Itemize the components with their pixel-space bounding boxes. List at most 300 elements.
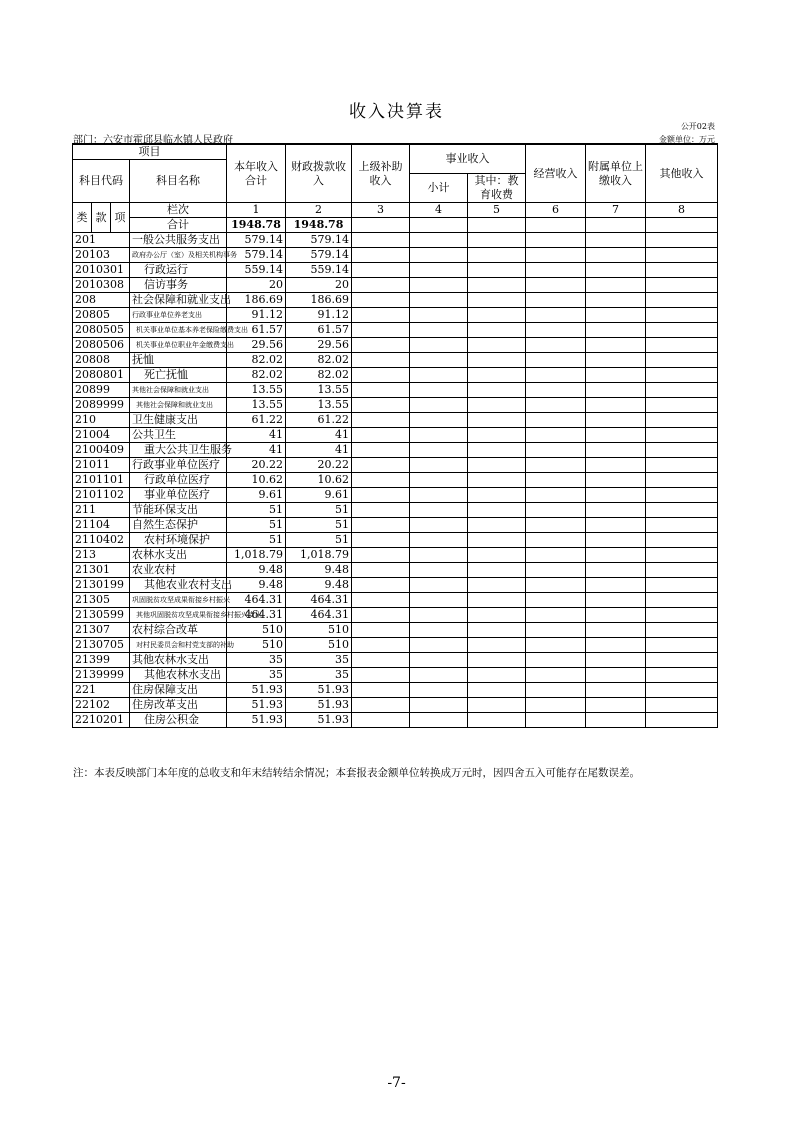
- empty-cell: [586, 308, 646, 323]
- empty-cell: [526, 248, 586, 263]
- empty-cell: [526, 698, 586, 713]
- amount-c1: 51.93: [227, 713, 286, 728]
- empty-cell: [468, 383, 526, 398]
- empty-cell: [586, 653, 646, 668]
- amount-c1: 464.31: [227, 608, 286, 623]
- subject-code: 20103: [73, 248, 130, 263]
- empty-cell: [526, 308, 586, 323]
- empty-cell: [352, 638, 410, 653]
- empty-cell: [352, 698, 410, 713]
- subject-code: 2130599: [73, 608, 130, 623]
- empty-cell: [526, 608, 586, 623]
- col-num: 4: [410, 203, 468, 218]
- empty-cell: [352, 368, 410, 383]
- empty-cell: [352, 653, 410, 668]
- amount-c1: 9.48: [227, 578, 286, 593]
- empty-cell: [410, 293, 468, 308]
- amount-c1: 20.22: [227, 458, 286, 473]
- empty-cell: [526, 398, 586, 413]
- empty-cell: [410, 443, 468, 458]
- empty-cell: [646, 383, 718, 398]
- empty-cell: [352, 383, 410, 398]
- empty-cell: [468, 623, 526, 638]
- page-title: 收入决算表: [349, 102, 444, 122]
- amount-c1: 1,018.79: [227, 548, 286, 563]
- empty-cell: [352, 278, 410, 293]
- amount-c2: 61.22: [286, 413, 352, 428]
- table-row: [73, 698, 718, 713]
- subject-name: 住房公积金: [130, 713, 227, 728]
- empty-cell: [410, 233, 468, 248]
- amount-c2: 559.14: [286, 263, 352, 278]
- empty-cell: [468, 323, 526, 338]
- empty-cell: [586, 398, 646, 413]
- subject-name: 节能环保支出: [130, 503, 227, 518]
- amount-c2: 82.02: [286, 368, 352, 383]
- empty-cell: [468, 278, 526, 293]
- empty-cell: [586, 533, 646, 548]
- empty-cell: [352, 503, 410, 518]
- amount-c2: 579.14: [286, 248, 352, 263]
- empty-cell: [646, 308, 718, 323]
- empty-cell: [586, 713, 646, 728]
- empty-cell: [586, 458, 646, 473]
- amount-c2: 51: [286, 533, 352, 548]
- empty-cell: [410, 473, 468, 488]
- empty-cell: [468, 443, 526, 458]
- subject-code: 2080506: [73, 338, 130, 353]
- empty-cell: [410, 353, 468, 368]
- header-lanci: 栏次: [130, 203, 227, 218]
- amount-c2: 186.69: [286, 293, 352, 308]
- subject-name: 其他巩固脱贫攻坚成果衔接乡村振兴支出: [130, 608, 227, 623]
- subject-code: 20805: [73, 308, 130, 323]
- empty-cell: [526, 668, 586, 683]
- empty-cell: [468, 593, 526, 608]
- subject-name: 行政单位医疗: [130, 473, 227, 488]
- header-kuan: 款: [92, 203, 111, 233]
- empty-cell: [410, 548, 468, 563]
- empty-cell: [646, 263, 718, 278]
- empty-cell: [646, 413, 718, 428]
- empty-cell: [468, 668, 526, 683]
- amount-c1: 13.55: [227, 383, 286, 398]
- empty-cell: [352, 713, 410, 728]
- amount-c1: 51.93: [227, 683, 286, 698]
- empty-cell: [646, 653, 718, 668]
- amount-c1: 510: [227, 623, 286, 638]
- empty-cell: [468, 458, 526, 473]
- header-col7: 其他收入: [646, 144, 718, 203]
- empty-cell: [352, 668, 410, 683]
- empty-cell: [646, 218, 718, 233]
- empty-cell: [646, 458, 718, 473]
- amount-c1: 559.14: [227, 263, 286, 278]
- empty-cell: [410, 383, 468, 398]
- empty-cell: [586, 218, 646, 233]
- amount-c2: 579.14: [286, 233, 352, 248]
- empty-cell: [526, 218, 586, 233]
- subject-code: 21011: [73, 458, 130, 473]
- amount-c1: 579.14: [227, 248, 286, 263]
- empty-cell: [410, 428, 468, 443]
- subject-name: 农林水支出: [130, 548, 227, 563]
- empty-cell: [526, 593, 586, 608]
- empty-cell: [646, 353, 718, 368]
- table-row: [73, 683, 718, 698]
- table-row: [73, 248, 718, 263]
- header-col1: 本年收入合计: [227, 144, 286, 203]
- empty-cell: [586, 488, 646, 503]
- table-row: [73, 713, 718, 728]
- subject-code: 221: [73, 683, 130, 698]
- empty-cell: [352, 233, 410, 248]
- empty-cell: [646, 233, 718, 248]
- empty-cell: [646, 548, 718, 563]
- empty-cell: [410, 398, 468, 413]
- empty-cell: [526, 533, 586, 548]
- subject-code: 201: [73, 233, 130, 248]
- total-label: 合计: [130, 218, 227, 233]
- col-num: 3: [352, 203, 410, 218]
- empty-cell: [352, 323, 410, 338]
- empty-cell: [526, 413, 586, 428]
- amount-c1: 41: [227, 443, 286, 458]
- empty-cell: [410, 413, 468, 428]
- empty-cell: [526, 713, 586, 728]
- empty-cell: [468, 233, 526, 248]
- table-row: [73, 293, 718, 308]
- subject-name: 巩固脱贫攻坚成果衔接乡村振兴: [130, 593, 227, 608]
- empty-cell: [352, 443, 410, 458]
- empty-cell: [468, 638, 526, 653]
- subject-code: 21399: [73, 653, 130, 668]
- amount-c1: 51: [227, 503, 286, 518]
- empty-cell: [586, 563, 646, 578]
- empty-cell: [586, 338, 646, 353]
- subject-name: 死亡抚恤: [130, 368, 227, 383]
- empty-cell: [646, 713, 718, 728]
- amount-c1: 51.93: [227, 698, 286, 713]
- empty-cell: [586, 413, 646, 428]
- empty-cell: [586, 263, 646, 278]
- amount-c2: 41: [286, 443, 352, 458]
- amount-c2: 91.12: [286, 308, 352, 323]
- table-row: [73, 308, 718, 323]
- amount-c1: 51: [227, 533, 286, 548]
- subject-name: 其他社会保障和就业支出: [130, 383, 227, 398]
- empty-cell: [526, 353, 586, 368]
- subject-name: 一般公共服务支出: [130, 233, 227, 248]
- empty-cell: [526, 293, 586, 308]
- subject-name: 农业农村: [130, 563, 227, 578]
- subject-code: 2089999: [73, 398, 130, 413]
- empty-cell: [586, 248, 646, 263]
- empty-cell: [468, 533, 526, 548]
- table-row: [73, 443, 718, 458]
- amount-c2: 35: [286, 668, 352, 683]
- empty-cell: [352, 353, 410, 368]
- amount-c2: 35: [286, 653, 352, 668]
- empty-cell: [468, 413, 526, 428]
- empty-cell: [468, 248, 526, 263]
- amount-c2: 9.48: [286, 563, 352, 578]
- subject-code: 20808: [73, 353, 130, 368]
- table-row: [73, 503, 718, 518]
- subject-code: 213: [73, 548, 130, 563]
- empty-cell: [468, 578, 526, 593]
- subject-name: 抚恤: [130, 353, 227, 368]
- empty-cell: [410, 653, 468, 668]
- empty-cell: [410, 218, 468, 233]
- table-row: [73, 428, 718, 443]
- empty-cell: [410, 593, 468, 608]
- subject-name: 社会保障和就业支出: [130, 293, 227, 308]
- amount-c2: 51.93: [286, 698, 352, 713]
- empty-cell: [586, 548, 646, 563]
- subject-name: 公共卫生: [130, 428, 227, 443]
- empty-cell: [410, 638, 468, 653]
- empty-cell: [646, 608, 718, 623]
- header-col4: 事业收入: [410, 144, 526, 174]
- amount-c2: 41: [286, 428, 352, 443]
- table-row: [73, 533, 718, 548]
- col-num: 8: [646, 203, 718, 218]
- subject-name: 重大公共卫生服务: [130, 443, 227, 458]
- amount-c2: 29.56: [286, 338, 352, 353]
- table-row: [73, 413, 718, 428]
- empty-cell: [586, 518, 646, 533]
- empty-cell: [646, 368, 718, 383]
- empty-cell: [352, 623, 410, 638]
- empty-cell: [410, 458, 468, 473]
- empty-cell: [468, 518, 526, 533]
- empty-cell: [586, 233, 646, 248]
- empty-cell: [646, 563, 718, 578]
- subject-name: 行政事业单位养老支出: [130, 308, 227, 323]
- empty-cell: [352, 248, 410, 263]
- amount-c1: 13.55: [227, 398, 286, 413]
- empty-cell: [352, 263, 410, 278]
- empty-cell: [586, 473, 646, 488]
- empty-cell: [410, 263, 468, 278]
- subject-code: 2100409: [73, 443, 130, 458]
- empty-cell: [526, 653, 586, 668]
- empty-cell: [526, 368, 586, 383]
- subject-code: 2010308: [73, 278, 130, 293]
- empty-cell: [352, 608, 410, 623]
- amount-c1: 35: [227, 668, 286, 683]
- empty-cell: [646, 278, 718, 293]
- empty-cell: [468, 218, 526, 233]
- empty-cell: [410, 608, 468, 623]
- page-number: -7-: [387, 1075, 406, 1091]
- empty-cell: [352, 218, 410, 233]
- subject-code: 2210201: [73, 713, 130, 728]
- subject-code: 2110402: [73, 533, 130, 548]
- subject-name: 机关事业单位基本养老保险缴费支出: [130, 323, 227, 338]
- empty-cell: [646, 668, 718, 683]
- empty-cell: [586, 443, 646, 458]
- table-row: [73, 518, 718, 533]
- empty-cell: [586, 608, 646, 623]
- empty-cell: [468, 503, 526, 518]
- empty-cell: [526, 443, 586, 458]
- header-item: 项目: [73, 144, 227, 160]
- empty-cell: [352, 398, 410, 413]
- empty-cell: [352, 548, 410, 563]
- empty-cell: [526, 683, 586, 698]
- empty-cell: [526, 503, 586, 518]
- table-row: [73, 488, 718, 503]
- empty-cell: [646, 248, 718, 263]
- table-row: [73, 563, 718, 578]
- empty-cell: [646, 488, 718, 503]
- subject-name: 其他社会保障和就业支出: [130, 398, 227, 413]
- empty-cell: [646, 323, 718, 338]
- amount-c1: 61.57: [227, 323, 286, 338]
- empty-cell: [646, 503, 718, 518]
- subject-name: 住房改革支出: [130, 698, 227, 713]
- empty-cell: [468, 308, 526, 323]
- amount-c2: 51: [286, 518, 352, 533]
- table-row: [73, 398, 718, 413]
- subject-name: 其他农林水支出: [130, 653, 227, 668]
- table-row: [73, 638, 718, 653]
- empty-cell: [468, 713, 526, 728]
- empty-cell: [526, 488, 586, 503]
- subject-code: 2010301: [73, 263, 130, 278]
- amount-c2: 1,018.79: [286, 548, 352, 563]
- amount-c1: 510: [227, 638, 286, 653]
- subject-code: 210: [73, 413, 130, 428]
- amount-c1: 579.14: [227, 233, 286, 248]
- table-row: [73, 368, 718, 383]
- amount-c2: 20: [286, 278, 352, 293]
- amount-c1: 82.02: [227, 368, 286, 383]
- empty-cell: [526, 428, 586, 443]
- empty-cell: [410, 683, 468, 698]
- subject-name: 政府办公厅（室）及相关机构事务: [130, 248, 227, 263]
- empty-cell: [410, 308, 468, 323]
- empty-cell: [526, 548, 586, 563]
- empty-cell: [586, 353, 646, 368]
- amount-c1: 82.02: [227, 353, 286, 368]
- amount-c2: 51: [286, 503, 352, 518]
- subject-name: 机关事业单位职业年金缴费支出: [130, 338, 227, 353]
- empty-cell: [646, 473, 718, 488]
- amount-c1: 61.22: [227, 413, 286, 428]
- subject-code: 2130705: [73, 638, 130, 653]
- empty-cell: [410, 533, 468, 548]
- empty-cell: [526, 623, 586, 638]
- amount-c2: 10.62: [286, 473, 352, 488]
- empty-cell: [526, 458, 586, 473]
- empty-cell: [410, 323, 468, 338]
- empty-cell: [468, 473, 526, 488]
- empty-cell: [410, 338, 468, 353]
- empty-cell: [468, 653, 526, 668]
- empty-cell: [468, 428, 526, 443]
- unit-label: 金额单位：万元: [659, 135, 715, 144]
- header-col2: 财政拨款收入: [286, 144, 352, 203]
- empty-cell: [352, 578, 410, 593]
- table-row: [73, 473, 718, 488]
- amount-c1: 186.69: [227, 293, 286, 308]
- subject-code: 2080505: [73, 323, 130, 338]
- subject-code: 211: [73, 503, 130, 518]
- table-row: [73, 578, 718, 593]
- empty-cell: [410, 518, 468, 533]
- col-num: 5: [468, 203, 526, 218]
- empty-cell: [410, 503, 468, 518]
- subject-code: 2101101: [73, 473, 130, 488]
- header-code: 科目代码: [73, 160, 130, 203]
- amount-c2: 510: [286, 638, 352, 653]
- table-row: [73, 608, 718, 623]
- table-row: [73, 233, 718, 248]
- empty-cell: [352, 488, 410, 503]
- table-row: [73, 668, 718, 683]
- amount-c1: 35: [227, 653, 286, 668]
- amount-c1: 20: [227, 278, 286, 293]
- empty-cell: [526, 338, 586, 353]
- header-col4-education: 其中：教育收费: [468, 174, 526, 203]
- table-row: [73, 653, 718, 668]
- empty-cell: [526, 323, 586, 338]
- subject-name: 农村环境保护: [130, 533, 227, 548]
- empty-cell: [586, 383, 646, 398]
- table-row: [73, 383, 718, 398]
- amount-c1: 9.61: [227, 488, 286, 503]
- empty-cell: [468, 683, 526, 698]
- empty-cell: [586, 323, 646, 338]
- empty-cell: [468, 293, 526, 308]
- empty-cell: [526, 518, 586, 533]
- empty-cell: [352, 308, 410, 323]
- total-c2: 1948.78: [286, 218, 352, 233]
- amount-c2: 13.55: [286, 398, 352, 413]
- empty-cell: [526, 578, 586, 593]
- empty-cell: [646, 623, 718, 638]
- subject-code: 20899: [73, 383, 130, 398]
- empty-cell: [586, 293, 646, 308]
- amount-c2: 9.48: [286, 578, 352, 593]
- empty-cell: [352, 563, 410, 578]
- empty-cell: [352, 533, 410, 548]
- subject-name: 自然生态保护: [130, 518, 227, 533]
- empty-cell: [410, 713, 468, 728]
- subject-name: 住房保障支出: [130, 683, 227, 698]
- empty-cell: [526, 383, 586, 398]
- empty-cell: [526, 563, 586, 578]
- empty-cell: [646, 443, 718, 458]
- table-row: [73, 548, 718, 563]
- subject-code: 2130199: [73, 578, 130, 593]
- empty-cell: [526, 263, 586, 278]
- empty-cell: [410, 698, 468, 713]
- empty-cell: [352, 683, 410, 698]
- empty-cell: [586, 368, 646, 383]
- empty-cell: [468, 353, 526, 368]
- amount-c2: 464.31: [286, 593, 352, 608]
- empty-cell: [586, 428, 646, 443]
- table-row: [73, 623, 718, 638]
- subject-code: 21307: [73, 623, 130, 638]
- empty-cell: [410, 488, 468, 503]
- amount-c2: 13.55: [286, 383, 352, 398]
- empty-cell: [468, 563, 526, 578]
